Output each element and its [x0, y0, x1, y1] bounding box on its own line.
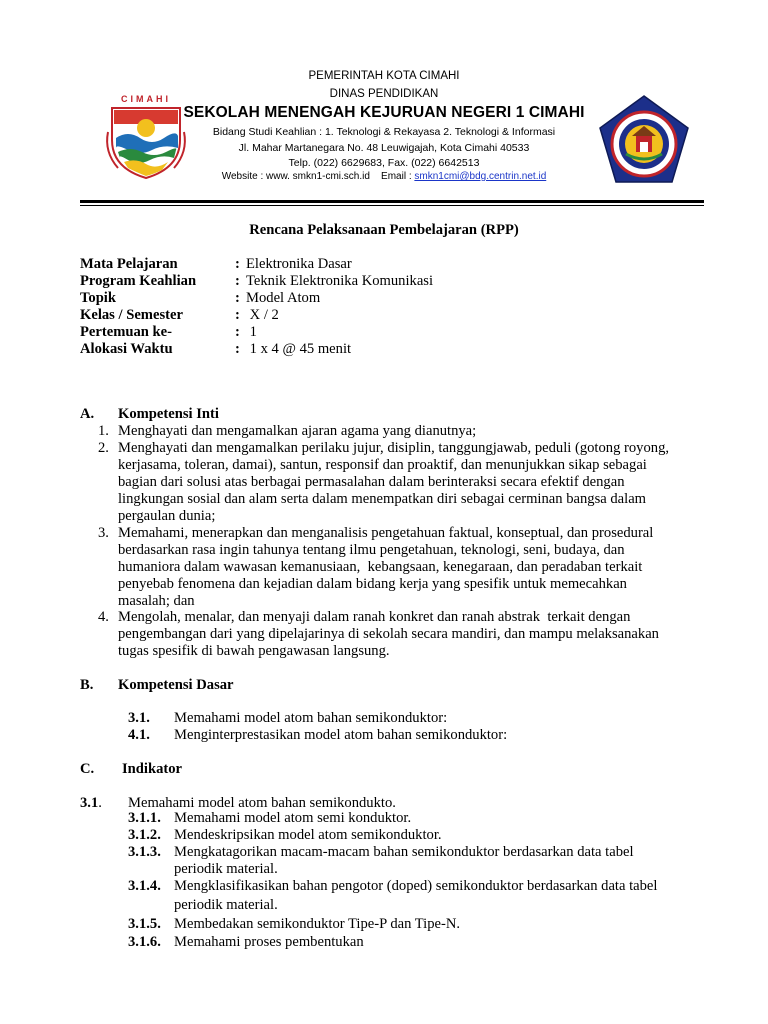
- list-item-text: Menghayati dan mengamalkan perilaku jujur, disiplin, tanggungjawab, peduli (gotong royong,: [118, 440, 670, 456]
- header-line-department: DINAS PENDIDIKAN: [329, 88, 439, 100]
- info-value-meeting: 1: [246, 324, 257, 340]
- indicator-number: 3.1.6.: [128, 934, 161, 950]
- info-colon: :: [235, 307, 240, 323]
- kd-text: Memahami model atom bahan semikonduktor:: [174, 710, 448, 726]
- list-item-text: Mengolah, menalar, dan menyaji dalam ranah konkret dan ranah abstrak terkait dengan: [118, 609, 631, 625]
- indicator-main-dot: .: [98, 795, 102, 811]
- list-item-text: tugas spesifik di bawah pengawasan langsung.: [118, 643, 390, 659]
- list-item-text: masalah; dan: [118, 593, 195, 609]
- list-item-text: lingkungan sosial dan alam serta dalam menempatkan diri sebagai cerminan bangsa dalam: [118, 491, 647, 507]
- logo-cimahi-text: CIMAHI: [121, 94, 171, 104]
- indicator-number: 3.1.2.: [128, 827, 161, 843]
- header-school-name: SEKOLAH MENENGAH KEJURUAN NEGERI 1 CIMAHI: [183, 104, 585, 121]
- info-label-program: Program Keahlian: [80, 273, 197, 289]
- info-label-meeting: Pertemuan ke-: [80, 324, 172, 340]
- indicator-text: Membedakan semikonduktor Tipe-P dan Tipe-N.: [174, 916, 461, 932]
- list-item-text: pengembangan dari yang dipelajarinya di sekolah secara mandiri, dan mampu melaksanakan: [118, 626, 659, 642]
- kd-number: 4.1.: [128, 727, 150, 743]
- info-colon: :: [235, 324, 240, 340]
- section-a-heading: Kompetensi Inti: [118, 406, 219, 422]
- indicator-text: Memahami proses pembentukan: [174, 934, 364, 950]
- list-number: 3.: [98, 525, 109, 541]
- indicator-number: 3.1.3.: [128, 844, 161, 860]
- list-item-text: berdasarkan rasa ingin tahunya tentang ilmu pengetahuan, teknologi, seni, budaya, dan: [118, 542, 625, 558]
- info-label-topic: Topik: [80, 290, 116, 306]
- document-title: Rencana Pelaksanaan Pembelajaran (RPP): [249, 222, 519, 238]
- header-line-government: PEMERINTAH KOTA CIMAHI: [308, 70, 460, 82]
- list-item-text: bagian dari solusi atas berbagai permasalahan dalam berinteraksi secara efektif dengan: [118, 474, 625, 490]
- info-colon: :: [235, 290, 240, 306]
- list-item-text: pergaulan dunia;: [118, 508, 216, 524]
- kd-text: Menginterprestasikan model atom bahan semikonduktor:: [174, 727, 508, 743]
- indicator-text: periodik material.: [174, 861, 278, 877]
- section-c-heading: Indikator: [122, 761, 183, 777]
- header-address: Jl. Mahar Martanegara No. 48 Leuwigajah, Kota Cimahi 40533: [238, 142, 530, 154]
- indicator-text: Mendeskripsikan model atom semikonduktor.: [174, 827, 442, 843]
- list-item-text: Menghayati dan mengamalkan ajaran agama yang dianutnya;: [118, 423, 477, 439]
- list-item-text: humaniora dalam wawasan kemanusiaan, kebangsaan, kenegaraan, dan peradaban terkait: [118, 559, 643, 575]
- kd-number: 3.1.: [128, 710, 150, 726]
- header-website: Website : www. smkn1-cmi.sch.id Email :: [221, 171, 415, 182]
- info-label-class: Kelas / Semester: [80, 307, 183, 323]
- info-label-subject: Mata Pelajaran: [80, 256, 178, 272]
- header-phone: Telp. (022) 6629683, Fax. (022) 6642513: [288, 157, 480, 169]
- section-c-letter: C.: [80, 761, 95, 777]
- indicator-text: Mengkatagorikan macam-macam bahan semikonduktor berdasarkan data tabel: [174, 844, 634, 860]
- list-item-text: kerjasama, toleran, damai), santun, responsif dan proaktif, dan menunjukkan sikap sebagai: [118, 457, 647, 473]
- section-b-heading: Kompetensi Dasar: [118, 677, 234, 693]
- section-b-letter: B.: [80, 677, 94, 693]
- indicator-number: 3.1.4.: [128, 878, 161, 894]
- list-number: 2.: [98, 440, 109, 456]
- list-number: 4.: [98, 609, 109, 625]
- info-value-topic: Model Atom: [246, 290, 321, 306]
- section-a-letter: A.: [80, 406, 95, 422]
- list-item-text: penyebab fenomena dan kejadian dalam bidang kerja yang spesifik untuk memecahkan: [118, 576, 627, 592]
- header-email-link[interactable]: smkn1cmi@bdg.centrin.net.id: [414, 171, 547, 182]
- info-colon: :: [235, 273, 240, 289]
- cimahi-city-logo: [98, 92, 194, 180]
- info-value-subject: Elektronika Dasar: [246, 256, 352, 272]
- header-study-field: Bidang Studi Keahlian : 1. Teknologi & Rekayasa 2. Teknologi & Informasi: [212, 126, 556, 138]
- indicator-main-text: Memahami model atom bahan semikondukto.: [128, 795, 396, 811]
- indicator-number: 3.1.5.: [128, 916, 161, 932]
- school-emblem-logo: [596, 94, 692, 188]
- info-value-program: Teknik Elektronika Komunikasi: [246, 273, 434, 289]
- indicator-main-num: 3.1: [80, 795, 99, 811]
- indicator-text: Memahami model atom semi konduktor.: [174, 810, 412, 826]
- indicator-main-number: [80, 795, 102, 812]
- list-item-text: Memahami, menerapkan dan menganalisis pengetahuan faktual, konseptual, dan prosedural: [118, 525, 654, 541]
- indicator-text: periodik material.: [174, 897, 278, 913]
- info-value-class: X / 2: [246, 307, 279, 323]
- header-rule-thin: [80, 205, 704, 206]
- list-number: 1.: [98, 423, 109, 439]
- info-colon: :: [235, 256, 240, 272]
- info-value-time: 1 x 4 @ 45 menit: [246, 341, 352, 357]
- info-colon: :: [235, 341, 240, 357]
- indicator-number: 3.1.1.: [128, 810, 161, 826]
- info-label-time: Alokasi Waktu: [80, 341, 173, 357]
- header-rule-thick: [80, 200, 704, 203]
- indicator-text: Mengklasifikasikan bahan pengotor (doped) semikonduktor berdasarkan data tabel: [174, 878, 658, 894]
